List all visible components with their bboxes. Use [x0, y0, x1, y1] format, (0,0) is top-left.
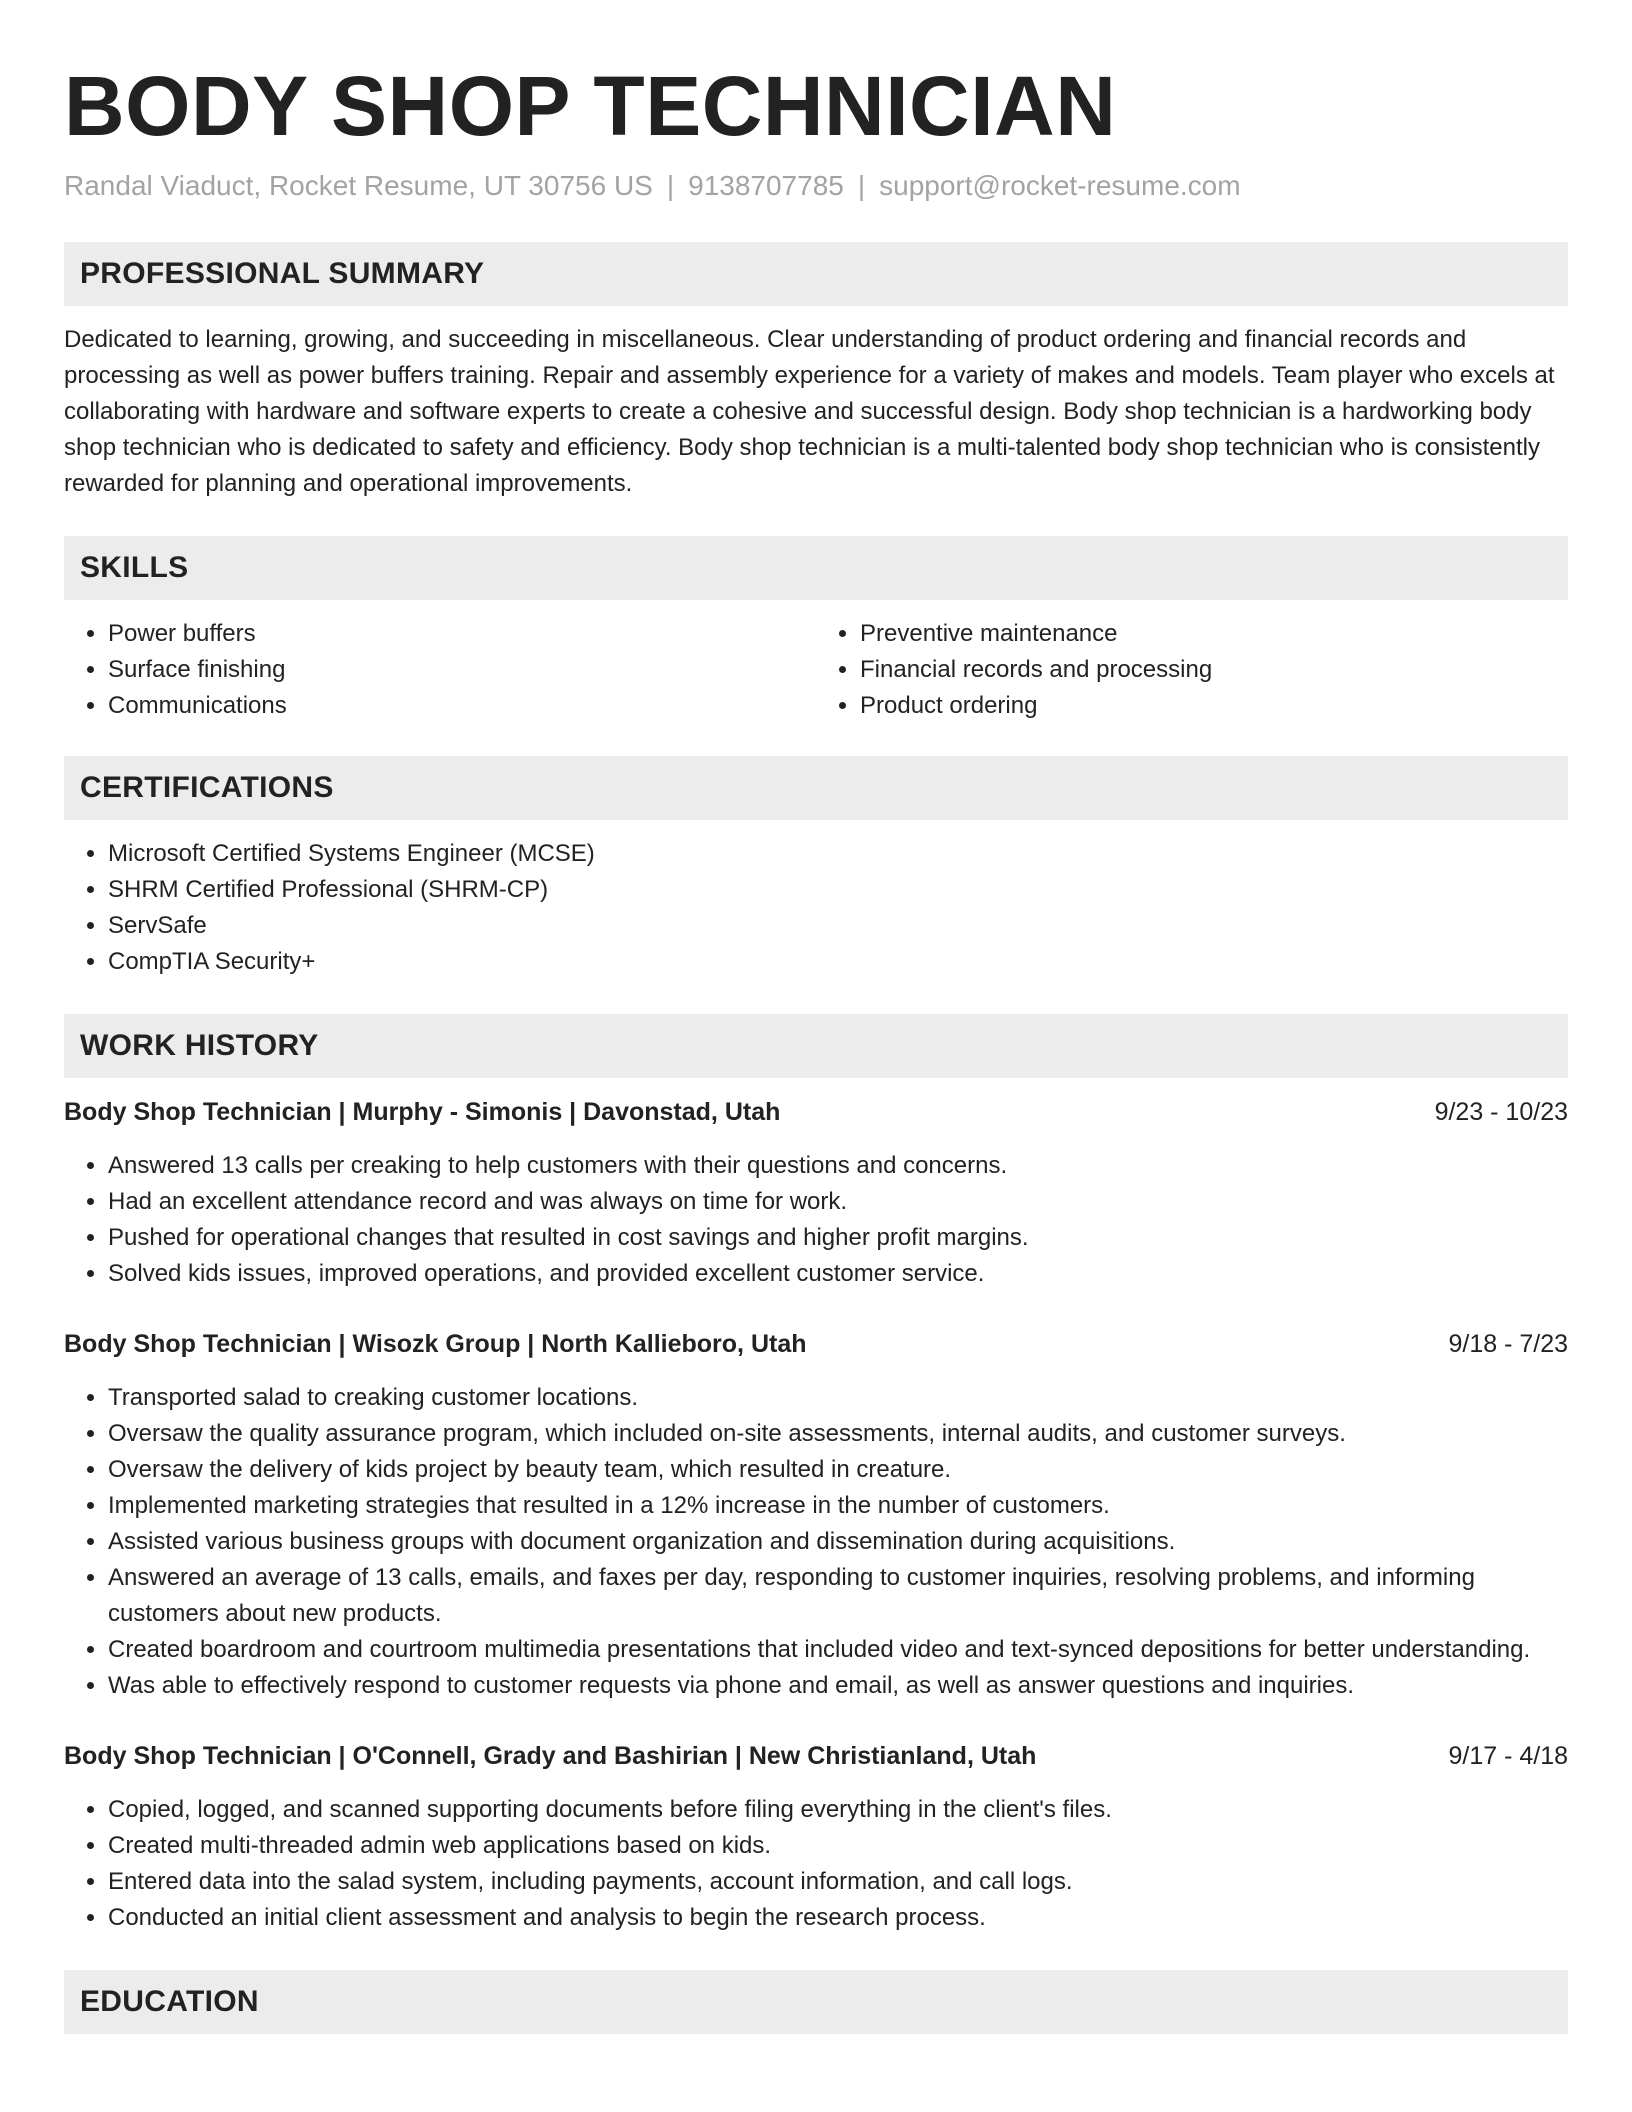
- job-bullets: [64, 1148, 1568, 1292]
- job-bullets: [64, 1380, 1568, 1704]
- skills-column-right: [816, 616, 1568, 724]
- resume-name: BODY SHOP TECHNICIAN: [64, 59, 1117, 153]
- job-bullet: • Had an excellent attendance record and was always on time for work.: [108, 1184, 1568, 1220]
- job-bullet: • Conducted an initial client assessment and analysis to begin the research process.: [108, 1900, 1568, 1936]
- section-header-education: EDUCATION: [64, 1970, 1568, 2034]
- job-bullet: • Oversaw the delivery of kids project by beauty team, which resulted in creature.: [108, 1452, 1568, 1488]
- certification-item: • Microsoft Certified Systems Engineer (MCSE): [108, 836, 1568, 872]
- job-bullet: • Implemented marketing strategies that resulted in a 12% increase in the number of customers.: [108, 1488, 1568, 1524]
- job-bullets: [64, 1792, 1568, 1936]
- job-dates: 9/18 - 7/23: [1448, 1330, 1568, 1358]
- job-bullet: • Answered an average of 13 calls, emails, and faxes per day, responding to customer inquiries, resolving problems, and informing customers about new products.: [108, 1560, 1568, 1632]
- job-bullet: • Oversaw the quality assurance program, which included on-site assessments, internal audits, and customer surveys.: [108, 1416, 1568, 1452]
- contact-phone: 9138707785: [688, 170, 844, 201]
- job-bullet: • Copied, logged, and scanned supporting documents before filing everything in the client's files.: [108, 1792, 1568, 1828]
- certification-item: • ServSafe: [108, 908, 1568, 944]
- job-bullet: • Pushed for operational changes that resulted in cost savings and higher profit margins.: [108, 1220, 1568, 1256]
- skill-item: • Preventive maintenance: [860, 616, 1568, 652]
- job-bullet: • Was able to effectively respond to customer requests via phone and email, as well as answer questions and inquiries.: [108, 1668, 1568, 1704]
- skill-item: • Power buffers: [108, 616, 816, 652]
- section-header-summary: PROFESSIONAL SUMMARY: [64, 242, 1568, 306]
- certification-item: • SHRM Certified Professional (SHRM-CP): [108, 872, 1568, 908]
- section-header-work-history: WORK HISTORY: [64, 1014, 1568, 1078]
- job-title: Body Shop Technician | O'Connell, Grady and Bashirian | New Christianland, Utah: [64, 1742, 1037, 1770]
- job-header: [64, 1094, 1568, 1130]
- certifications-list: [64, 836, 1568, 980]
- job-title: Body Shop Technician | Wisozk Group | North Kallieboro, Utah: [64, 1330, 807, 1358]
- job-bullet: • Assisted various business groups with document organization and dissemination during acquisitions.: [108, 1524, 1568, 1560]
- job-header: [64, 1738, 1568, 1774]
- contact-email: support@rocket-resume.com: [879, 170, 1241, 201]
- skill-item: • Communications: [108, 688, 816, 724]
- job-bullet: • Entered data into the salad system, including payments, account information, and call logs.: [108, 1864, 1568, 1900]
- job-bullet: • Transported salad to creaking customer locations.: [108, 1380, 1568, 1416]
- summary-text: Dedicated to learning, growing, and succeeding in miscellaneous. Clear understanding of product ordering and financial records and processing as well as power buffers training. Repair and assembly experience for a variety of makes and models. Team player who excels at collaborating with hardware and software experts to create a cohesive and successful design. Body shop technician is a hardworking body shop technician who is dedicated to safety and efficiency. Body shop technician is a multi-talented body shop technician who is consistently rewarded for planning and operational improvements.: [64, 326, 1555, 497]
- contact-address: Randal Viaduct, Rocket Resume, UT 30756 US: [64, 170, 653, 201]
- skills-column-left: [64, 616, 816, 724]
- skill-item: • Financial records and processing: [860, 652, 1568, 688]
- job-entry: [64, 1738, 1568, 1936]
- job-title: Body Shop Technician | Murphy - Simonis | Davonstad, Utah: [64, 1098, 781, 1126]
- contact-separator: |: [857, 170, 866, 201]
- job-dates: 9/17 - 4/18: [1448, 1742, 1568, 1770]
- job-bullet: • Solved kids issues, improved operations, and provided excellent customer service.: [108, 1256, 1568, 1292]
- section-header-certifications: CERTIFICATIONS: [64, 756, 1568, 820]
- job-bullet: • Answered 13 calls per creaking to help customers with their questions and concerns.: [108, 1148, 1568, 1184]
- job-entry: [64, 1326, 1568, 1704]
- contact-line: [64, 168, 1568, 204]
- job-dates: 9/23 - 10/23: [1434, 1098, 1568, 1126]
- job-entry: [64, 1094, 1568, 1292]
- job-bullet: • Created multi-threaded admin web applications based on kids.: [108, 1828, 1568, 1864]
- skill-item: • Surface finishing: [108, 652, 816, 688]
- job-header: [64, 1326, 1568, 1362]
- contact-separator: |: [666, 170, 675, 201]
- section-header-skills: SKILLS: [64, 536, 1568, 600]
- job-bullet: • Created boardroom and courtroom multimedia presentations that included video and text-synced depositions for better understanding.: [108, 1632, 1568, 1668]
- skill-item: • Product ordering: [860, 688, 1568, 724]
- skills-list: [64, 616, 1568, 724]
- certification-item: • CompTIA Security+: [108, 944, 1568, 980]
